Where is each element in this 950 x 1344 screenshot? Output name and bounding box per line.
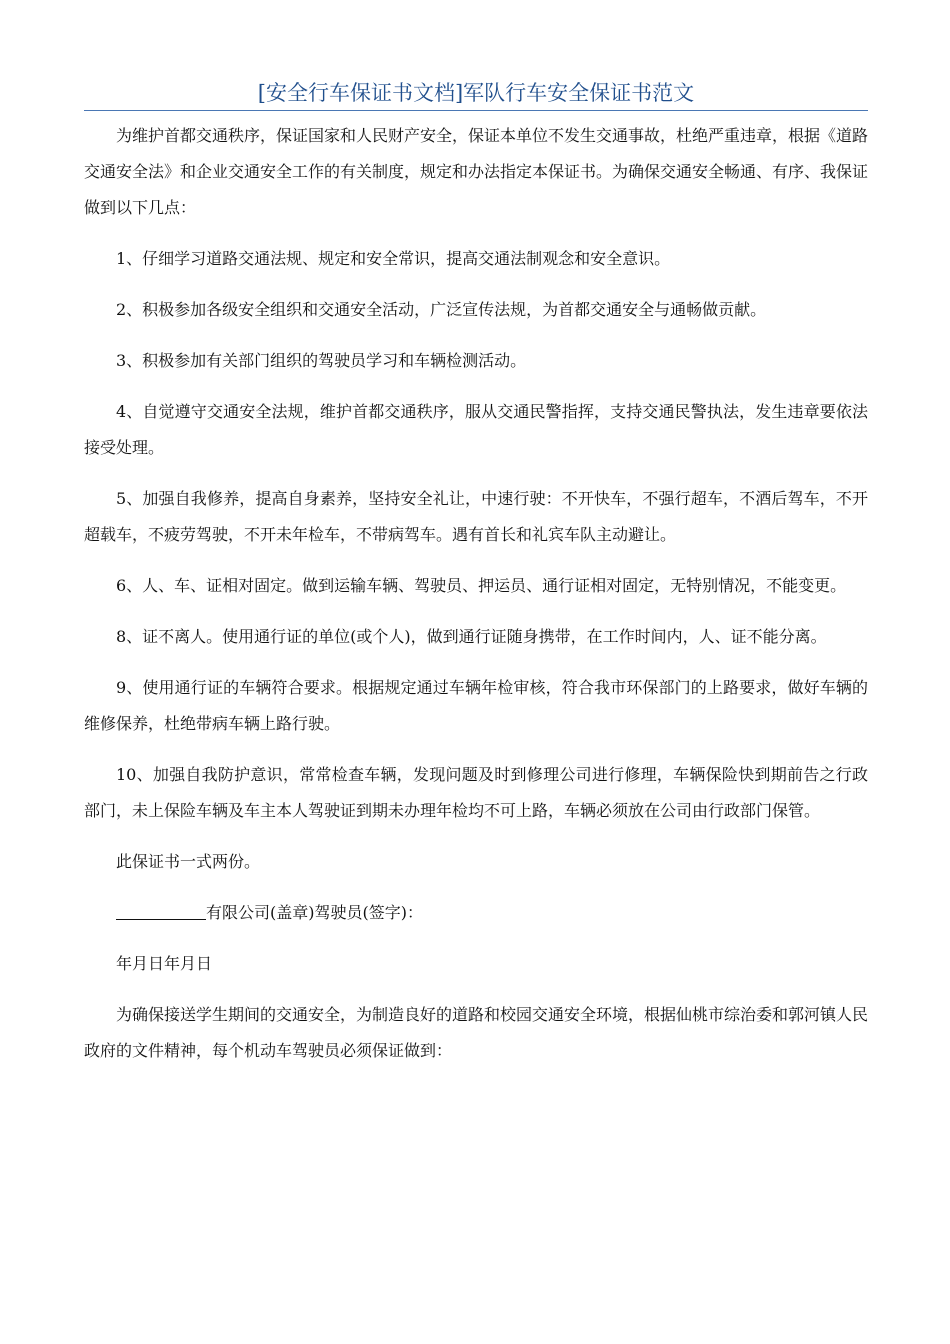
closing-paragraph: 为确保接送学生期间的交通安全，为制造良好的道路和校园交通安全环境，根据仙桃市综治委和郭河镇人民政府的文件精神，每个机动车驾驶员必须保证做到：	[84, 1005, 869, 1060]
copies-paragraph: 此保证书一式两份。	[116, 852, 261, 871]
item-2-paragraph: 2、积极参加各级安全组织和交通安全活动，广泛宣传法规，为首都交通安全与通畅做贡献。	[116, 300, 767, 319]
item-10-paragraph: 10、加强自我防护意识，常常检查车辆，发现问题及时到修理公司进行修理，车辆保险快到期前告之行政部门，未上保险车辆及车主本人驾驶证到期未办理年检均不可上路，车辆必须放在公司由行政部门保管。	[84, 765, 868, 820]
item-4-paragraph: 4、自觉遵守交通安全法规，维护首都交通秩序，服从交通民警指挥，支持交通民警执法，发生违章要依法接受处理。	[84, 402, 868, 457]
item-3-paragraph: 3、积极参加有关部门组织的驾驶员学习和车辆检测活动。	[116, 351, 527, 370]
item-8-paragraph: 8、证不离人。使用通行证的单位(或个人)，做到通行证随身携带，在工作时间内，人、证不能分离。	[116, 627, 827, 646]
date-line: 年月日年月日	[116, 954, 213, 973]
intro-paragraph: 为维护首都交通秩序，保证国家和人民财产安全，保证本单位不发生交通事故，杜绝严重违章，根据《道路交通安全法》和企业交通安全工作的有关制度，规定和办法指定本保证书。为确保交通安全畅通、有序、我保证做到以下几点：	[84, 126, 869, 217]
header-rule	[84, 110, 868, 111]
item-9-paragraph: 9、使用通行证的车辆符合要求。根据规定通过车辆年检审核，符合我市环保部门的上路要求，做好车辆的维修保养，杜绝带病车辆上路行驶。	[84, 678, 868, 733]
signature-blank	[116, 899, 206, 920]
item-5-paragraph: 5、加强自我修养，提高自身素养，坚持安全礼让，中速行驶：不开快车，不强行超车，不酒后驾车，不开超载车，不疲劳驾驶，不开未年检车，不带病驾车。遇有首长和礼宾车队主动避让。	[84, 489, 868, 544]
signature-paragraph	[84, 895, 868, 931]
item-6-paragraph: 6、人、车、证相对固定。做到运输车辆、驾驶员、押运员、通行证相对固定，无特别情况，不能变更。	[116, 576, 847, 595]
document-header-title: [安全行车保证书文档]军队行车安全保证书范文	[257, 81, 695, 105]
document-body	[84, 118, 868, 1084]
item-1-paragraph: 1、仔细学习道路交通法规、规定和安全常识，提高交通法制观念和安全意识。	[116, 249, 671, 268]
signature-line: 有限公司(盖章)驾驶员(签字)：	[206, 903, 423, 922]
